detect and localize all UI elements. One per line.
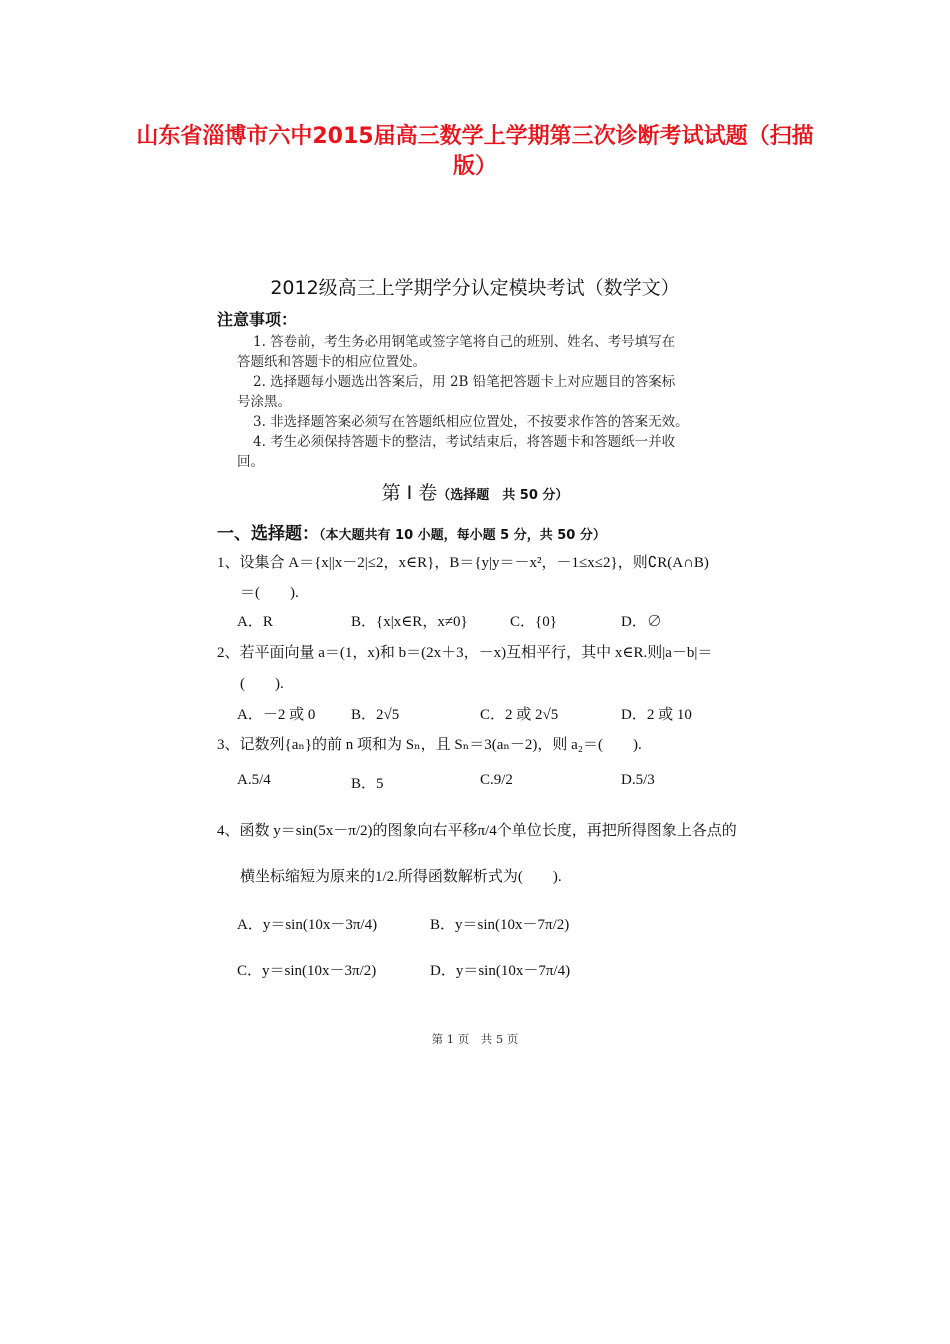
notice-line: 3. 非选择题答案必须写在答题纸相应位置处，不按要求作答的答案无效。 xyxy=(253,414,689,430)
question-3-option-a: A.5/4 xyxy=(237,772,271,788)
question-1-option-d: D．∅ xyxy=(621,614,662,630)
question-1-option-a: A．R xyxy=(237,614,273,630)
notice-line: 号涂黑。 xyxy=(237,394,291,410)
question-4-option-b: B．y＝sin(10x－7π/2) xyxy=(430,917,570,933)
question-3-option-b: B．5 xyxy=(351,776,384,792)
question-3-option-d: D.5/3 xyxy=(621,772,655,788)
notice-line: 回。 xyxy=(237,454,264,470)
question-2-stem: 2、若平面向量 a＝(1，x)和 b＝(2x＋3，－x)互相平行，其中 x∈R.则|a－b|＝ xyxy=(217,645,713,661)
exam-title: 2012级高三上学期学分认定模块考试（数学文） xyxy=(270,277,680,299)
notice-line: 答题纸和答题卡的相应位置处。 xyxy=(237,354,426,370)
question-4-option-d: D．y＝sin(10x－7π/4) xyxy=(430,963,571,979)
part-heading xyxy=(217,519,606,544)
document-title: 山东省淄博市六中2015届高三数学上学期第三次诊断考试试题（扫描版） xyxy=(136,124,814,179)
question-1-stem: 1、设集合 A＝{x||x－2|≤2，x∈R}，B＝{y|y＝－x²，－1≤x≤2}，则∁R(A∩B) xyxy=(217,555,709,571)
notice-line: 1. 答卷前，考生务必用钢笔或签字笔将自己的班别、姓名、考号填写在 xyxy=(253,334,676,350)
question-2-option-d: D．2 或 10 xyxy=(621,707,692,723)
section-heading xyxy=(0,478,950,505)
part-title: 一、选择题： xyxy=(217,524,319,544)
section-subtitle: （选择题 共 50 分） xyxy=(437,488,569,503)
question-2-option-b: B．2√5 xyxy=(351,707,400,723)
notice-heading: 注意事项： xyxy=(217,310,298,329)
question-1-stem-cont: ＝( ). xyxy=(240,585,299,601)
question-1-option-b: B．{x|x∈R，x≠0} xyxy=(351,614,468,630)
question-4-stem-cont: 横坐标缩短为原来的1/2.所得函数解析式为( ). xyxy=(240,869,562,885)
section-title: 第 Ⅰ 卷 xyxy=(381,482,438,504)
part-desc: （本大题共有 10 小题，每小题 5 分，共 50 分） xyxy=(319,528,606,543)
question-3-option-c: C.9/2 xyxy=(480,772,513,788)
question-2-option-a: A．－2 或 0 xyxy=(237,707,316,723)
question-4-stem: 4、函数 y＝sin(5x－π/2)的图象向右平移π/4个单位长度，再把所得图象上各点的 xyxy=(217,823,737,839)
notice-line: 2. 选择题每小题选出答案后，用 2B 铅笔把答题卡上对应题目的答案标 xyxy=(253,374,676,390)
question-3-stem: 3、记数列{aₙ}的前 n 项和为 Sₙ，且 Sₙ＝3(aₙ－2)，则 a₂＝( ). xyxy=(217,737,642,753)
page-footer: 第 1 页 共 5 页 xyxy=(431,1032,519,1046)
notice-line: 4. 考生必须保持答题卡的整洁，考试结束后，将答题卡和答题纸一并收 xyxy=(253,434,676,450)
question-4-option-c: C．y＝sin(10x－3π/2) xyxy=(237,963,377,979)
question-2-option-c: C．2 或 2√5 xyxy=(480,707,559,723)
question-4-option-a: A．y＝sin(10x－3π/4) xyxy=(237,917,378,933)
question-1-option-c: C．{0} xyxy=(510,614,557,630)
question-2-stem-cont: ( ). xyxy=(240,676,284,692)
